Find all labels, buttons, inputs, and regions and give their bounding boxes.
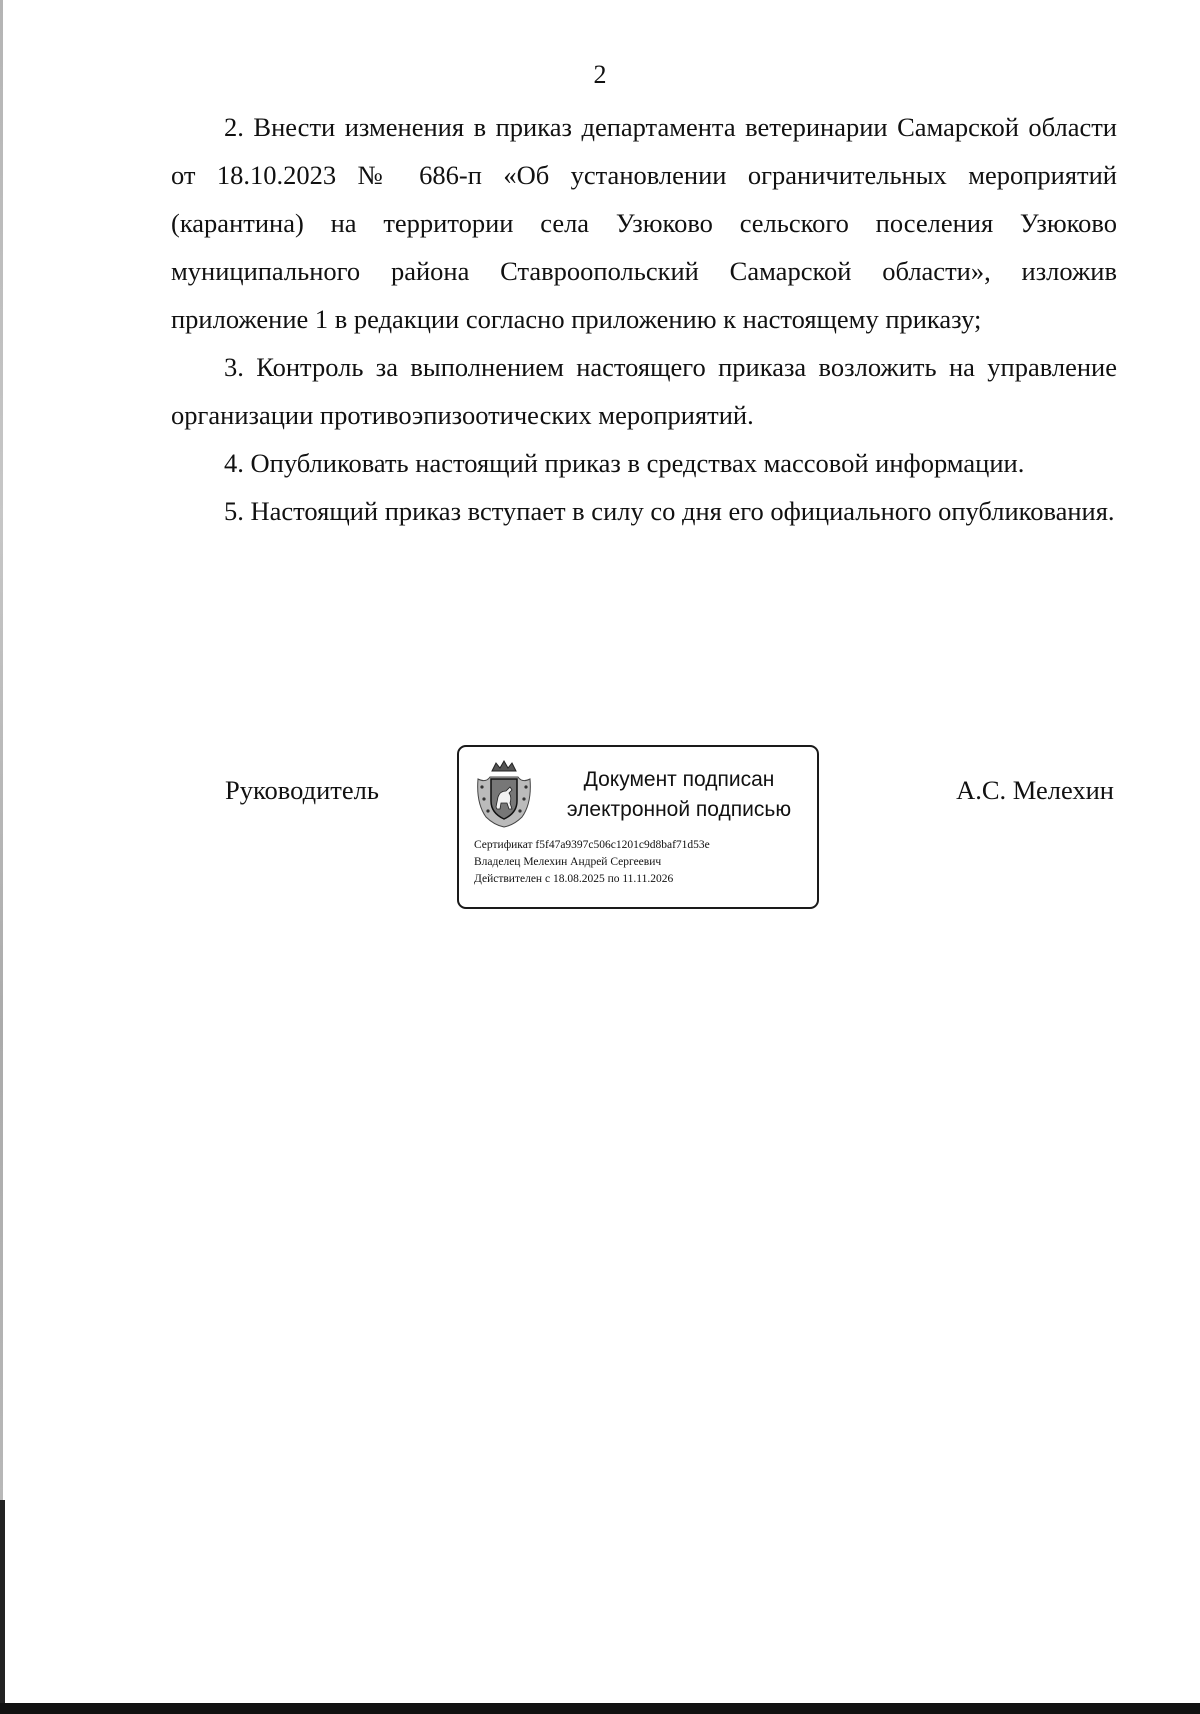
scan-left-edge-mark <box>0 1500 5 1710</box>
stamp-certificate: Сертификат f5f47a9397c506c1201c9d8baf71d53e <box>474 839 710 851</box>
document-body <box>171 103 1117 535</box>
stamp-heading-line2: электронной подписью <box>566 798 792 821</box>
signatory-name: А.С. Мелехин <box>956 775 1114 805</box>
electronic-signature-stamp <box>457 745 819 909</box>
stamp-validity: Действителен с 18.08.2025 по 11.11.2026 <box>474 873 674 885</box>
stamp-heading-line1: Документ подписан <box>583 768 775 791</box>
stamp-owner: Владелец Мелехин Андрей Сергеевич <box>474 856 662 868</box>
samara-coat-of-arms-icon <box>474 757 534 829</box>
scan-bottom-edge <box>0 1703 1200 1714</box>
signatory-position: Руководитель <box>225 775 379 805</box>
paragraph-2: 2. Внести изменения в приказ департамента ветеринарии Самарской области от 18.10.2023 № 686-п «Об установлении ограничительных мероприятий (карантина) на территории села Узюково сельского поселения Узюково муниципального района Ставроопольский Самарской области», изложив приложение 1 в редакции согласно приложению к настоящему приказу; <box>171 112 1117 334</box>
stamp-details <box>474 837 809 888</box>
paragraph-4: 4. Опубликовать настоящий приказ в средствах массовой информации. <box>224 448 1025 478</box>
paragraph-5: 5. Настоящий приказ вступает в силу со дня его официального опубликования. <box>224 496 1115 526</box>
stamp-heading <box>554 765 804 825</box>
paragraph-3: 3. Контроль за выполнением настоящего приказа возложить на управление организации противоэпизоотических мероприятий. <box>171 352 1117 430</box>
page-number: 2 <box>593 60 607 89</box>
signature-block <box>0 745 1200 915</box>
